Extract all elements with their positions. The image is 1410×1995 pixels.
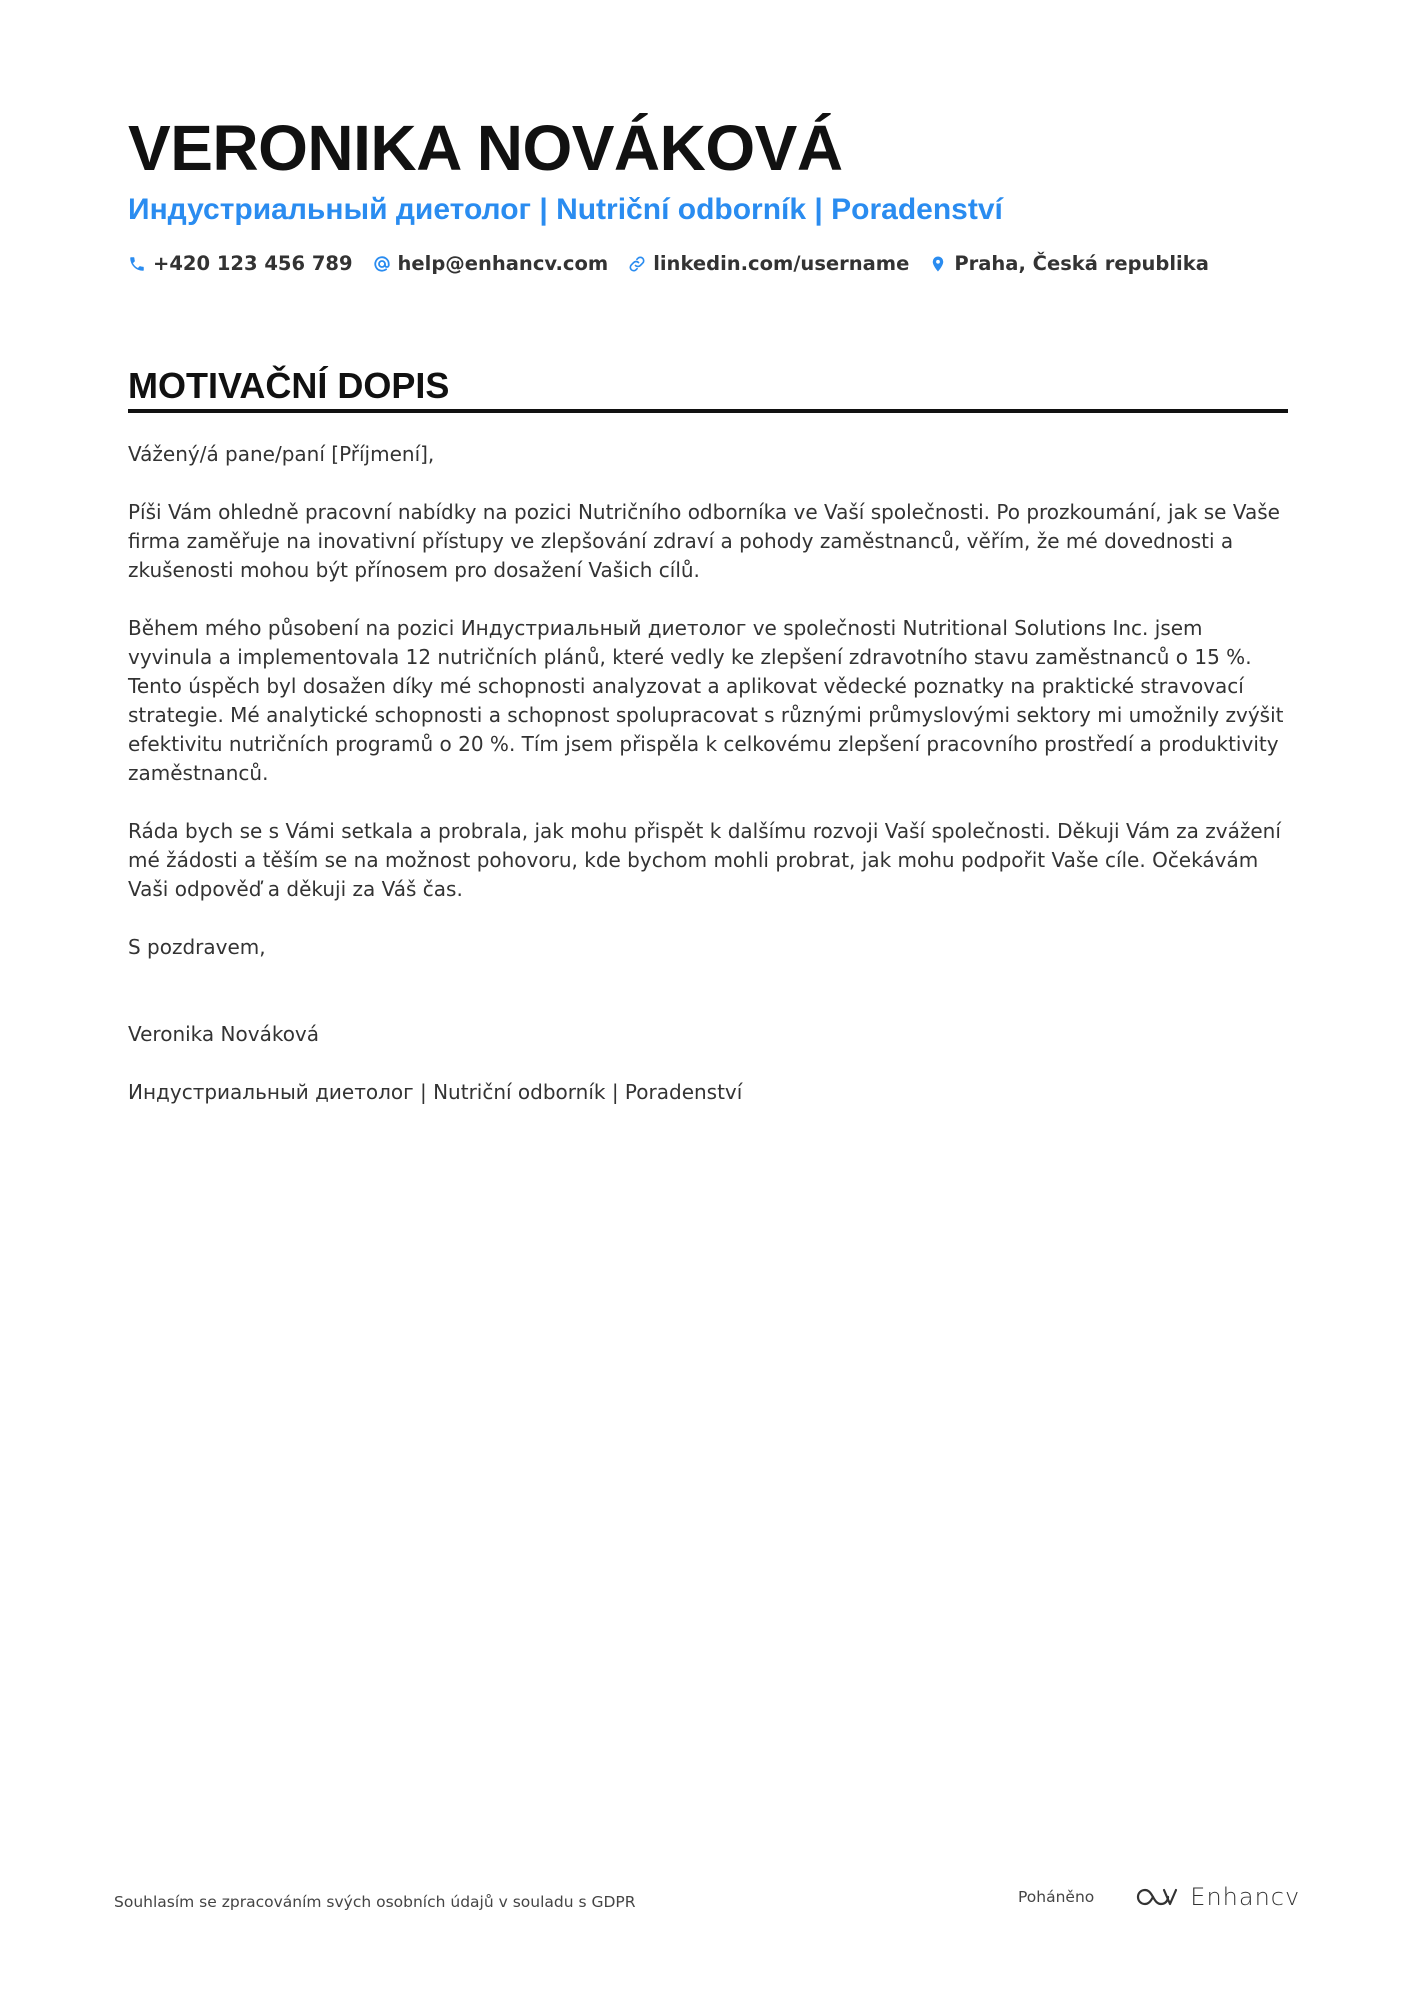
contact-bar [128,252,1288,275]
contact-linkedin[interactable] [628,252,909,275]
phone-icon [128,255,146,273]
contact-linkedin-text: linkedin.com/username [653,252,910,275]
letter-paragraph-3: Ráda bych se s Vámi setkala a probrala, jak mohu přispět k dalšímu rozvoji Vaší společnosti. Děkuji Vám za zvážení mé žádosti a těším se na možnost pohovoru, kde bychom mohli probrat, jak mohu podpořit Vaše cíle. Očekávám Vaši odpověď a děkuji za Váš čas. [128,819,1281,901]
link-icon [628,255,646,273]
letter-paragraph-2: Během mého působení na pozici Индустриальный диетолог ve společnosti Nutritional Solutions Inc. jsem vyvinula a implementovala 12 nutričních plánů, které vedly ke zlepšení zdravotního stavu zaměstnanců o 15 %. Tento úspěch byl dosažen díky mé schopnosti analyzovat a aplikovat vědecké poznatky na praktické stravovací strategie. Mé analytické schopnosti a schopnost spolupracovat s různými průmyslovými sektory mi umožnily zvýšit efektivitu nutričních programů o 20 %. Tím jsem přispěla k celkovému zlepšení pracovního prostředí a produktivity zaměstnanců. [128,616,1284,785]
section-divider [128,409,1288,413]
contact-email[interactable] [373,252,609,275]
closing: S pozdravem, [128,935,266,959]
letter-paragraph-1: Píši Vám ohledně pracovní nabídky na pozici Nutričního odborníka ve Vaší společnosti. Po prozkoumání, jak se Vaše firma zaměřuje na inovativní přístupy ve zlepšování zdraví a pohody zaměstnanců, věřím, že mé dovednosti a zkušenosti mohou být přínosem pro dosažení Vašich cílů. [128,500,1280,582]
applicant-title: Индустриальный диетолог | Nutriční odborník | Poradenství [128,193,1003,226]
contact-email-text: help@enhancv.com [397,252,609,275]
contact-location-text: Praha, Česká republika [954,252,1209,275]
contact-phone-text: +420 123 456 789 [153,252,353,275]
contact-phone[interactable] [128,252,353,275]
signature-name: Veronika Nováková [128,1022,320,1046]
footer-branding [1018,1883,1300,1911]
salutation: Vážený/á pane/paní [Příjmení], [128,442,435,466]
section-title: MOTIVAČNÍ DOPIS [128,365,450,406]
enhancv-logo-icon [1134,1884,1180,1910]
powered-by-label: Poháněno [1018,1888,1095,1906]
gdpr-consent: Souhlasím se zpracováním svých osobních údajů v souladu s GDPR [114,1893,636,1911]
brand-name: Enhancv [1190,1883,1301,1911]
header [128,110,1288,275]
location-pin-icon [929,255,947,273]
contact-location [929,252,1209,275]
letter-body [128,440,1293,1136]
enhancv-brand[interactable] [1134,1883,1300,1911]
applicant-name: VERONIKA NOVÁKOVÁ [128,112,843,184]
signature-title: Индустриальный диетолог | Nutriční odborník | Poradenství [128,1080,743,1104]
at-icon [373,255,391,273]
